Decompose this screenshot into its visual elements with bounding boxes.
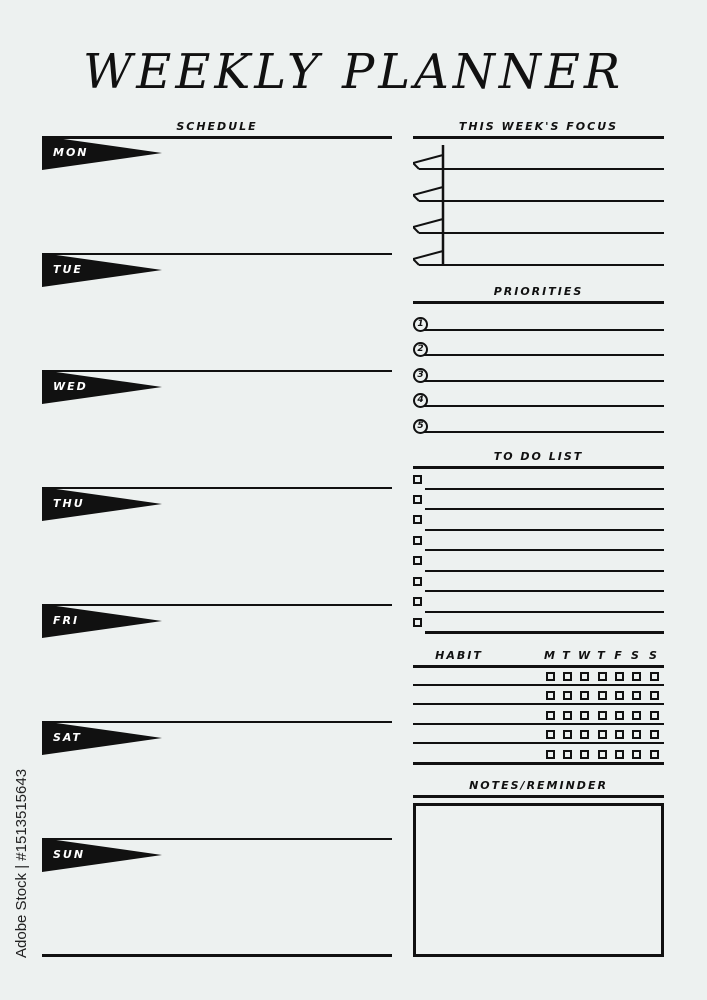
stock-watermark: Adobe Stock | #1513515643 [13, 768, 30, 958]
day-label: WED [53, 380, 88, 393]
habit-day: T [562, 649, 572, 662]
notes-box[interactable] [413, 803, 664, 957]
habit-day: S [631, 649, 641, 662]
habit-line [413, 762, 664, 765]
todo-bottom-rule [425, 631, 664, 634]
priority-line [423, 431, 664, 433]
priority-number-1: 1 [413, 317, 428, 332]
habit-heading: HABIT [435, 649, 483, 662]
habit-checkbox[interactable] [563, 672, 572, 681]
todo-top-rule [413, 466, 664, 469]
focus-lines [413, 139, 664, 271]
priority-row-2 [413, 340, 664, 360]
habit-checkbox[interactable] [580, 750, 589, 759]
habit-checkbox[interactable] [598, 750, 607, 759]
day-label: TUE [53, 263, 83, 276]
focus-heading: THIS WEEK'S FOCUS [458, 120, 619, 133]
day-label: THU [53, 497, 85, 510]
habit-checkbox[interactable] [563, 750, 572, 759]
habit-checkbox[interactable] [650, 691, 659, 700]
day-label: FRI [53, 614, 80, 627]
day-label: SAT [53, 731, 82, 744]
priorities-heading: PRIORITIES [493, 285, 584, 298]
day-banner-tue [42, 253, 162, 287]
todo-checkbox[interactable] [413, 475, 422, 484]
priority-line [423, 354, 664, 356]
todo-checkbox[interactable] [413, 495, 422, 504]
priority-number-5: 5 [413, 419, 428, 434]
habit-top-rule [413, 665, 664, 668]
habit-checkbox[interactable] [632, 672, 641, 681]
habit-day: M [544, 649, 557, 662]
day-label: MON [53, 146, 89, 159]
schedule-bottom-rule [42, 954, 392, 957]
habit-day: F [614, 649, 624, 662]
habit-checkbox[interactable] [546, 711, 555, 720]
habit-checkbox[interactable] [563, 730, 572, 739]
notes-top-rule [413, 795, 664, 798]
habit-checkbox[interactable] [615, 750, 624, 759]
day-banner-thu [42, 487, 162, 521]
habit-checkbox[interactable] [632, 711, 641, 720]
habit-checkbox[interactable] [580, 711, 589, 720]
page-title: WEEKLY PLANNER [82, 44, 625, 100]
habit-checkbox[interactable] [615, 711, 624, 720]
day-banner-fri [42, 604, 162, 638]
habit-checkbox[interactable] [598, 691, 607, 700]
notes-heading: NOTES/REMINDER [469, 779, 608, 792]
todo-line [425, 488, 664, 490]
habit-day: W [578, 649, 593, 662]
habit-day: S [649, 649, 659, 662]
todo-line [425, 529, 664, 531]
habit-checkbox[interactable] [615, 672, 624, 681]
habit-checkbox[interactable] [563, 711, 572, 720]
habit-checkbox[interactable] [598, 711, 607, 720]
schedule-heading: SCHEDULE [176, 120, 258, 133]
habit-checkbox[interactable] [563, 691, 572, 700]
habit-checkbox[interactable] [650, 672, 659, 681]
habit-checkbox[interactable] [632, 691, 641, 700]
day-banner-sun [42, 838, 162, 872]
todo-line [425, 549, 664, 551]
habit-checkbox[interactable] [598, 672, 607, 681]
priority-row-5 [413, 417, 664, 437]
priorities-top-rule [413, 301, 664, 304]
priority-number-4: 4 [413, 393, 428, 408]
habit-checkbox[interactable] [650, 711, 659, 720]
habit-checkbox[interactable] [580, 691, 589, 700]
todo-line [425, 590, 664, 592]
priority-line [423, 329, 664, 331]
todo-checkbox[interactable] [413, 556, 422, 565]
day-label: SUN [53, 848, 86, 861]
habit-checkbox[interactable] [580, 730, 589, 739]
todo-checkbox[interactable] [413, 536, 422, 545]
day-banner-sat [42, 721, 162, 755]
todo-checkbox[interactable] [413, 597, 422, 606]
priority-row-4 [413, 391, 664, 411]
todo-heading: TO DO LIST [493, 450, 584, 463]
todo-line [425, 570, 664, 572]
habit-checkbox[interactable] [546, 672, 555, 681]
todo-checkbox[interactable] [413, 577, 422, 586]
habit-checkbox[interactable] [615, 730, 624, 739]
habit-checkbox[interactable] [632, 730, 641, 739]
habit-checkbox[interactable] [580, 672, 589, 681]
priority-number-3: 3 [413, 368, 428, 383]
habit-checkbox[interactable] [632, 750, 641, 759]
day-banner-wed [42, 370, 162, 404]
habit-day: T [597, 649, 607, 662]
priority-row-3 [413, 366, 664, 386]
habit-checkbox[interactable] [546, 730, 555, 739]
priority-line [423, 380, 664, 382]
habit-line [413, 703, 664, 705]
habit-line [413, 684, 664, 686]
todo-checkbox[interactable] [413, 618, 422, 627]
habit-line [413, 723, 664, 725]
priority-row-1 [413, 315, 664, 335]
todo-line [425, 611, 664, 613]
priority-line [423, 405, 664, 407]
todo-line [425, 508, 664, 510]
habit-checkbox[interactable] [546, 750, 555, 759]
habit-checkbox[interactable] [598, 730, 607, 739]
habit-checkbox[interactable] [650, 730, 659, 739]
habit-checkbox[interactable] [615, 691, 624, 700]
day-banner-mon [42, 136, 162, 170]
todo-checkbox[interactable] [413, 515, 422, 524]
habit-checkbox[interactable] [650, 750, 659, 759]
habit-line [413, 742, 664, 744]
habit-checkbox[interactable] [546, 691, 555, 700]
priority-number-2: 2 [413, 342, 428, 357]
